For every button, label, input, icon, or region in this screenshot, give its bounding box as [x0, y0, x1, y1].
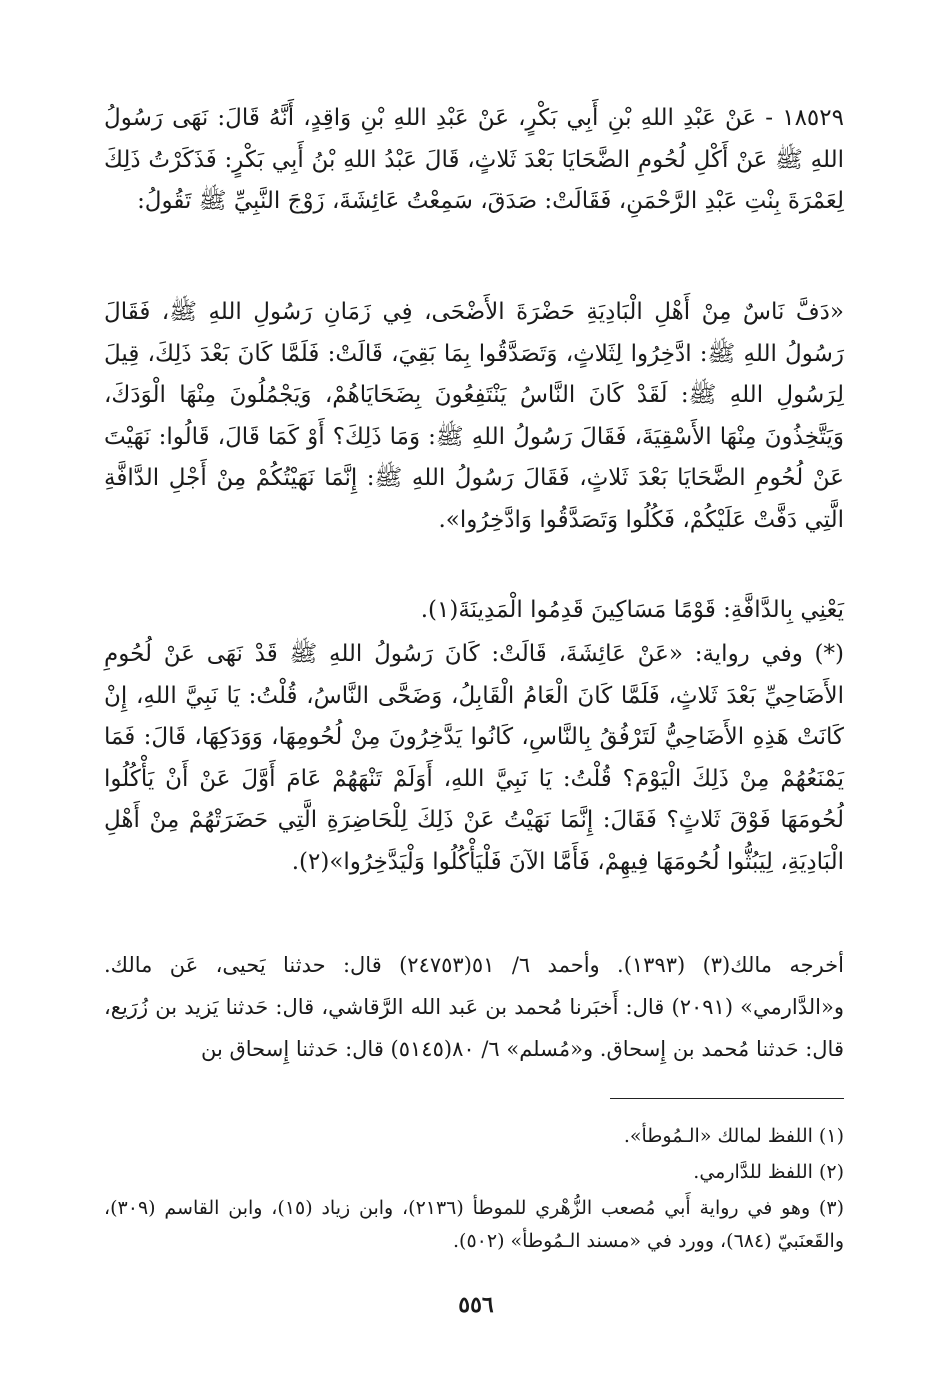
- footnote-3: (٣) وهو في رواية أَبي مُصعب الزُّهْري للموطأ (٢١٣٦)، وابن زياد (١٥)، وابن القاسم (٣٠٩)، والقَعنَبيّ (٦٨٤)، وورد في «مسند الـمُوطأ» (٥٠٢).: [104, 1197, 844, 1252]
- hadith-paragraph-intro: ١٨٥٢٩ - عَنْ عَبْدِ اللهِ بْنِ أَبِي بَكْرٍ، عَنْ عَبْدِ اللهِ بْنِ وَاقِدٍ، أَنَّهُ قَالَ: نَهَى رَسُولُ اللهِ ﷺ عَنْ أَكْلِ لُحُومِ الضَّحَايَا بَعْدَ ثَلاثٍ، قَالَ عَبْدُ اللهِ بْنُ أَبِي بَكْرٍ: فَذَكَرْتُ ذَلِكَ لِعَمْرَةَ بِنْتِ عَبْدِ الرَّحْمَنِ، فَقَالَتْ: صَدَقَ، سَمِعْتُ عَائِشَةَ، زَوْجَ النَّبِيِّ ﷺ تَقُولُ:: [104, 105, 844, 214]
- hadith-paragraph-explanation: يَعْنِي بِالدَّافَّةِ: قَوْمًا مَسَاكِينَ قَدِمُوا الْمَدِينَةَ(١).: [420, 597, 844, 623]
- footnote-2: (٢) اللفظ للدَّارمي.: [693, 1161, 844, 1183]
- page-number: ٥٥٦: [458, 1292, 494, 1318]
- footnote-divider: [610, 1098, 844, 1099]
- hadith-paragraph-main: «دَفَّ نَاسٌ مِنْ أَهْلِ الْبَادِيَةِ حَضْرَةَ الأَضْحَى، فِي زَمَانِ رَسُولِ اللهِ ﷺ، فَقَالَ رَسُولُ اللهِ ﷺ: ادَّخِرُوا لِثَلاثٍ، وَتَصَدَّقُوا بِمَا بَقِيَ، قَالَتْ: فَلَمَّا كَانَ بَعْدَ ذَلِكَ، قِيلَ لِرَسُولِ اللهِ ﷺ: لَقَدْ كَانَ النَّاسُ يَنْتَفِعُونَ بِضَحَايَاهُمْ، وَيَجْمُلُونَ مِنْهَا الْوَدَكَ، وَيَتَّخِذُونَ مِنْهَا الأَسْقِيَةَ، فَقَالَ رَسُولُ اللهِ ﷺ: وَمَا ذَلِكَ؟ أَوْ كَمَا قَالَ، قَالُوا: نَهَيْتَ عَنْ لُحُومِ الضَّحَايَا بَعْدَ ثَلاثٍ، فَقَالَ رَسُولُ اللهِ ﷺ: إِنَّمَا نَهَيْتُكُمْ مِنْ أَجْلِ الدَّافَّةِ الَّتِي دَفَّتْ عَلَيْكُمْ، فَكُلُوا وَتَصَدَّقُوا وَادَّخِرُوا».: [104, 299, 844, 533]
- hadith-paragraph-variant: (*) وفي رواية: «عَنْ عَائِشَةَ، قَالَتْ: كَانَ رَسُولُ اللهِ ﷺ قَدْ نَهَى عَنْ لُحُومِ الأَضَاحِيِّ بَعْدَ ثَلاثٍ، فَلَمَّا كَانَ الْعَامُ الْقَابِلُ، وَضَحَّى النَّاسُ، قُلْتُ: يَا نَبِيَّ اللهِ، إِنْ كَانَتْ هَذِهِ الأَضَاحِيُّ لَتَرْفُقُ بِالنَّاسِ، كَانُوا يَدَّخِرُونَ مِنْ لُحُومِهَا، وَوَدَكِهَا، قَالَ: فَمَا يَمْنَعُهُمْ مِنْ ذَلِكَ الْيَوْمَ؟ قُلْتُ: يَا نَبِيَّ اللهِ، أَوَلَمْ تَنْهَهُمْ عَامَ أَوَّلَ عَنْ أَنْ يَأْكُلُوا لُحُومَهَا فَوْقَ ثَلاثٍ؟ فَقَالَ: إِنَّمَا نَهَيْتُ عَنْ ذَلِكَ لِلْحَاضِرَةِ الَّتِي حَضَرَتْهُمْ مِنْ أَهْلِ الْبَادِيَةِ، لِيَبُثُّوا لُحُومَهَا فِيهِمْ، فَأَمَّا الآنَ فَلْيَأْكُلُوا وَلْيَدَّخِرُوا»(٢).: [104, 641, 844, 875]
- footnote-1: (١) اللفظ لمالك «الـمُوطأ».: [623, 1125, 844, 1147]
- takhrij-paragraph: أخرجه مالك(٣) (١٣٩٣). وأحمد ٦/ ٥١(٢٤٧٥٣) قال: حدثنا يَحيى، عَن مالك. و«الدَّارمي» (٢٠٩١) قال: أَخبَرنا مُحمد بن عَبد الله الرَّقاشي، قال: حَدثنا يَزيد بن زُرَيع، قال: حَدثنا مُحمد بن إِسحاق. و«مُسلم» ٦/ ٨٠(٥١٤٥) قال: حَدثنا إِسحاق بن: [104, 953, 844, 1061]
- footnotes-section: [104, 1120, 844, 1261]
